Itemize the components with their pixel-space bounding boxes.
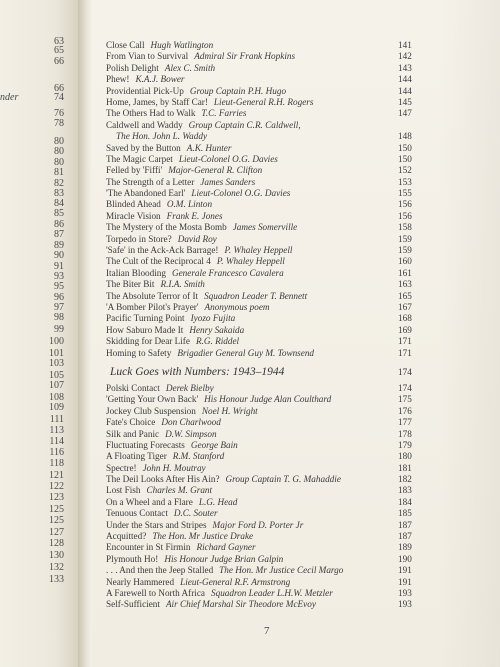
- entry-page: 142: [398, 51, 412, 62]
- toc-entry: [106, 188, 424, 199]
- entry-author: Don Charlwood: [161, 417, 221, 428]
- entry-title: 'Safe' in the Ack-Ack Barrage!: [106, 245, 219, 256]
- left-page-number: 78: [54, 118, 64, 129]
- entry-page: 160: [398, 256, 412, 267]
- toc-entry: [106, 245, 424, 256]
- toc-entry: [106, 256, 424, 267]
- entry-author: Noel H. Wright: [201, 405, 258, 416]
- left-page-number: 105: [49, 370, 64, 381]
- entry-author: Group Captain T. G. Mahaddie: [225, 474, 341, 485]
- left-page-number: 87: [54, 229, 64, 240]
- entry-title: Providential Pick-Up: [106, 85, 184, 96]
- toc-entry: [106, 154, 424, 165]
- left-page-number: 122: [49, 481, 64, 492]
- toc-entry: [106, 302, 424, 313]
- toc-entry: [106, 485, 424, 496]
- entry-page: 159: [398, 245, 412, 256]
- left-page-number: 83: [54, 188, 64, 199]
- entry-title: Saved by the Button: [106, 142, 181, 153]
- toc-entry: [106, 588, 424, 599]
- entry-author: Lieut-General R.F. Armstrong: [180, 576, 291, 587]
- entry-page: 144: [398, 74, 412, 85]
- entry-title: Phew!: [106, 74, 130, 85]
- entry-author: D.W. Simpson: [165, 428, 217, 439]
- left-page-number: 107: [49, 380, 64, 391]
- entry-author: Alex C. Smith: [164, 62, 216, 73]
- entry-author: Generale Francesco Cavalera: [171, 267, 284, 278]
- left-page-number: 95: [54, 281, 64, 292]
- entry-page: 156: [398, 199, 412, 210]
- toc-entry: [106, 520, 424, 531]
- entry-author: His Honour Judge Alan Coulthard: [204, 394, 332, 405]
- entry-page: 176: [398, 405, 412, 416]
- entry-page: 187: [398, 519, 412, 530]
- entry-title: The Biter Bit: [106, 279, 155, 290]
- entry-title: From Vian to Survival: [106, 51, 189, 62]
- left-page-number: 97: [54, 302, 64, 313]
- toc-entry: [106, 268, 424, 279]
- entry-page: 165: [398, 290, 412, 301]
- toc-entry: [106, 599, 424, 610]
- toc-entry: [106, 508, 424, 519]
- left-page-number: 80: [54, 146, 64, 157]
- entry-author: Lieut-General R.H. Rogers: [213, 96, 314, 107]
- entry-title: . . . And then the Jeep Stalled: [106, 565, 214, 576]
- left-page-number: 116: [49, 447, 64, 458]
- toc-entry: [106, 120, 424, 131]
- entry-author: Major Ford D. Porter Jr: [212, 519, 304, 530]
- left-page-fragment: nder: [0, 92, 19, 103]
- toc-entry: [106, 463, 424, 474]
- entry-page: 158: [398, 222, 412, 233]
- left-page-number: 98: [54, 312, 64, 323]
- section-heading: [106, 361, 424, 383]
- left-page-number: 114: [49, 436, 64, 447]
- left-page-number: 101: [49, 348, 64, 359]
- toc-entry: [106, 177, 424, 188]
- right-page: [92, 0, 500, 667]
- entry-author: T.C. Farries: [201, 108, 247, 119]
- toc-entry: [106, 51, 424, 62]
- entry-author: The Hon. Mr Justice Cecil Margo: [219, 565, 344, 576]
- entry-title: The Strength of a Letter: [106, 176, 195, 187]
- toc-entry: [106, 531, 424, 542]
- left-page-number: 89: [54, 240, 64, 251]
- entry-title: Tenuous Contact: [106, 508, 168, 519]
- entry-author: Brigadier General Guy M. Townsend: [177, 347, 315, 358]
- entry-page: 175: [398, 394, 412, 405]
- table-of-contents: [106, 40, 424, 611]
- entry-author: Derek Bielby: [165, 382, 214, 393]
- entry-page: 168: [398, 313, 412, 324]
- toc-entry: [106, 63, 424, 74]
- entry-author: Major-General R. Clifton: [168, 165, 263, 176]
- entry-author: Hugh Watlington: [150, 40, 214, 50]
- entry-page: 145: [398, 96, 412, 107]
- entries-group-before: [106, 40, 424, 359]
- entry-title: A Floating Tiger: [106, 451, 167, 462]
- left-page-number: 80: [54, 157, 64, 168]
- toc-entry: [106, 165, 424, 176]
- entry-title: Encounter in St Firmin: [106, 542, 191, 553]
- entry-author: Lieut-Colonel O.G. Davies: [178, 153, 278, 164]
- entry-page: 171: [398, 347, 412, 358]
- entry-title: The Mystery of the Mosta Bomb: [106, 222, 227, 233]
- left-page-number: 132: [49, 562, 64, 573]
- left-page-number: 76: [54, 108, 64, 119]
- entry-title: Felled by 'Fiffi': [106, 165, 163, 176]
- toc-entry: [106, 222, 424, 233]
- left-page-number: 93: [54, 271, 64, 282]
- entry-page: 171: [398, 336, 412, 347]
- entry-author: Frank E. Jones: [166, 210, 223, 221]
- entry-author: R.G. Riddel: [195, 336, 240, 347]
- left-page-number: 133: [49, 574, 64, 585]
- entry-page: 177: [398, 417, 412, 428]
- page-folio: 7: [264, 625, 270, 637]
- entry-title: Self-Sufficient: [106, 599, 160, 610]
- toc-entry: [106, 577, 424, 588]
- entry-author: Richard Gayner: [196, 542, 256, 553]
- toc-entry: [106, 74, 424, 85]
- left-page-number: 99: [54, 324, 64, 335]
- toc-entry: [106, 406, 424, 417]
- left-page-number: 65: [54, 45, 64, 56]
- entry-author: Squadron Leader T. Bennett: [204, 290, 308, 301]
- entry-title: Fate's Choice: [106, 417, 156, 428]
- entry-author: Iyozo Fujita: [190, 313, 236, 324]
- entry-page: 150: [398, 142, 412, 153]
- toc-entry: [106, 291, 424, 302]
- toc-entry: [106, 417, 424, 428]
- left-page-number: 82: [54, 178, 64, 189]
- entry-page: 193: [398, 599, 412, 610]
- entry-title: Skidding for Dear Life: [106, 336, 190, 347]
- entry-page: 163: [398, 279, 412, 290]
- entry-title: 'Getting Your Own Back': [106, 394, 199, 405]
- entry-page: 141: [398, 40, 412, 50]
- entry-page: 152: [398, 165, 412, 176]
- entries-group-after: [106, 383, 424, 611]
- entry-title: The Deil Looks After His Ain?: [106, 474, 220, 485]
- toc-entry: [106, 542, 424, 553]
- entry-page: 155: [398, 188, 412, 199]
- toc-entry: [106, 497, 424, 508]
- left-page-number: 103: [49, 358, 64, 369]
- entry-title: How Saburo Made It: [106, 324, 184, 335]
- toc-entry: [106, 279, 424, 290]
- entry-title: Blinded Ahead: [106, 199, 161, 210]
- entry-author: K.A.J. Bower: [135, 74, 185, 85]
- entry-author: P. Whaley Heppell: [224, 245, 293, 256]
- left-page-number: 125: [49, 515, 64, 526]
- entry-page: 184: [398, 496, 412, 507]
- toc-entry: [106, 348, 424, 359]
- entry-title: Homing to Safety: [106, 347, 172, 358]
- entry-author: John H. Moutray: [142, 462, 206, 473]
- entry-title: 'The Abandoned Earl': [106, 188, 186, 199]
- entry-author: Air Chief Marshal Sir Theodore McEvoy: [165, 599, 316, 610]
- left-page-number: 84: [54, 198, 64, 209]
- entry-page: 181: [398, 462, 412, 473]
- entry-title: Caldwell and Waddy: [106, 119, 183, 130]
- entry-title: Nearly Hammered: [106, 576, 175, 587]
- left-page-number: 66: [54, 83, 64, 94]
- entry-title: Acquitted?: [106, 531, 147, 542]
- entry-author: Anonymous poem: [204, 301, 270, 312]
- entry-title: 'A Bomber Pilot's Prayer': [106, 301, 199, 312]
- entry-page: 190: [398, 553, 412, 564]
- toc-entry: [106, 383, 424, 394]
- entry-author: Lieut-Colonel O.G. Davies: [191, 188, 291, 199]
- entry-author: P. Whaley Heppell: [216, 256, 285, 267]
- entry-page: 189: [398, 542, 412, 553]
- entry-title: Home, James, by Staff Car!: [106, 96, 208, 107]
- toc-entry: [106, 440, 424, 451]
- section-page: 174: [398, 366, 412, 377]
- entry-page: 183: [398, 485, 412, 496]
- left-page-number: 100: [49, 336, 64, 347]
- left-page-number: 113: [49, 425, 64, 436]
- entry-title: The Others Had to Walk: [106, 108, 196, 119]
- left-page-number: 118: [49, 458, 64, 469]
- left-page-number: 111: [49, 414, 64, 425]
- toc-entry: [106, 131, 424, 142]
- toc-entry: [106, 234, 424, 245]
- left-page-number: 85: [54, 208, 64, 219]
- left-page-number: 80: [54, 136, 64, 147]
- toc-entry: [106, 313, 424, 324]
- entry-page: 187: [398, 531, 412, 542]
- toc-entry: [106, 336, 424, 347]
- entry-title: A Farewell to North Africa: [106, 587, 205, 598]
- book-gutter: [78, 0, 92, 667]
- entry-title: Italian Blooding: [106, 267, 166, 278]
- entry-title: Miracle Vision: [106, 210, 161, 221]
- entry-author: Group Captain P.H. Hugo: [189, 85, 287, 96]
- entry-page: 193: [398, 587, 412, 598]
- entry-page: 147: [398, 108, 412, 119]
- entry-page: 161: [398, 267, 412, 278]
- entry-page: 144: [398, 85, 412, 96]
- toc-entry: [106, 429, 424, 440]
- entry-title: Pacific Turning Point: [106, 313, 185, 324]
- entry-page: 185: [398, 508, 412, 519]
- entry-title: Spectre!: [106, 462, 137, 473]
- entry-title: The Absolute Terror of It: [106, 290, 199, 301]
- entry-title: Torpedo in Store?: [106, 233, 172, 244]
- entry-title: Polski Contact: [106, 382, 160, 393]
- entry-page: 167: [398, 301, 412, 312]
- left-page-number: 108: [49, 392, 64, 403]
- entry-title: Jockey Club Suspension: [106, 405, 196, 416]
- page-shadow: [440, 0, 500, 667]
- entry-title: Close Call: [106, 40, 145, 50]
- entry-page: 182: [398, 474, 412, 485]
- entry-page: 179: [398, 439, 412, 450]
- left-page-number: 66: [54, 56, 64, 67]
- entry-author: D.C. Souter: [173, 508, 218, 519]
- toc-entry: [106, 97, 424, 108]
- entry-author: A.K. Hunter: [186, 142, 232, 153]
- entry-title: Lost Fish: [106, 485, 141, 496]
- entry-author: James Sanders: [200, 176, 256, 187]
- entry-page: 156: [398, 210, 412, 221]
- entry-page: 191: [398, 565, 412, 576]
- left-page-number: 130: [49, 550, 64, 561]
- entry-author: Group Captain C.R. Caldwell,: [188, 119, 301, 130]
- left-page-number: 121: [49, 470, 64, 481]
- left-page-number: 63: [54, 36, 64, 47]
- toc-entry: [106, 394, 424, 405]
- entry-author: Charles M. Grant: [146, 485, 213, 496]
- toc-entry: [106, 565, 424, 576]
- left-page-number: 91: [54, 261, 64, 272]
- entry-author: Squadron Leader L.H.W. Metzler: [211, 587, 333, 598]
- entry-author: Henry Sakaida: [189, 324, 245, 335]
- toc-entry: [106, 474, 424, 485]
- entry-page: 143: [398, 62, 412, 73]
- toc-entry: [106, 86, 424, 97]
- entry-title: On a Wheel and a Flare: [106, 496, 193, 507]
- entry-author: R.M. Stanford: [172, 451, 225, 462]
- entry-author: The Hon. John L. Waddy: [116, 131, 208, 142]
- left-page-number: 109: [49, 402, 64, 413]
- entry-title: Under the Stars and Stripes: [106, 519, 207, 530]
- entry-page: 169: [398, 324, 412, 335]
- left-page-number: 81: [54, 167, 64, 178]
- toc-entry: [106, 211, 424, 222]
- left-page-number: 74: [54, 92, 64, 103]
- entry-page: 150: [398, 153, 412, 164]
- toc-entry: [106, 40, 424, 51]
- left-page-number: 86: [54, 219, 64, 230]
- entry-title: Polish Delight: [106, 62, 159, 73]
- left-page-number: 125: [49, 504, 64, 515]
- entry-author: James Somerville: [232, 222, 298, 233]
- left-page-number: 96: [54, 292, 64, 303]
- entry-title: The Cult of the Reciprocal 4: [106, 256, 211, 267]
- entry-author: George Bain: [190, 439, 238, 450]
- left-page-number: 90: [54, 250, 64, 261]
- entry-author: Admiral Sir Frank Hopkins: [194, 51, 296, 62]
- entry-page: 191: [398, 576, 412, 587]
- left-page-number: 128: [49, 538, 64, 549]
- entry-author: O.M. Linton: [166, 199, 213, 210]
- entry-page: 148: [398, 131, 412, 142]
- entry-title: The Magic Carpet: [106, 153, 173, 164]
- toc-entry: [106, 108, 424, 119]
- entry-author: R.I.A. Smith: [160, 279, 205, 290]
- entry-title: Silk and Panic: [106, 428, 160, 439]
- entry-page: 178: [398, 428, 412, 439]
- entry-author: L.G. Head: [198, 496, 238, 507]
- toc-entry: [106, 554, 424, 565]
- entry-page: 153: [398, 176, 412, 187]
- toc-entry: [106, 143, 424, 154]
- entry-author: David Roy: [177, 233, 217, 244]
- section-title: Luck Goes with Numbers: 1943–1944: [110, 365, 285, 378]
- left-page-number: 123: [49, 492, 64, 503]
- entry-author: His Honour Judge Brian Galpin: [164, 553, 284, 564]
- left-page-number: 127: [49, 527, 64, 538]
- entry-page: 174: [398, 382, 412, 393]
- left-page: [0, 0, 78, 667]
- entry-title: Fluctuating Forecasts: [106, 439, 185, 450]
- toc-entry: [106, 325, 424, 336]
- toc-entry: [106, 451, 424, 462]
- toc-entry: [106, 199, 424, 210]
- entry-page: 180: [398, 451, 412, 462]
- entry-page: 159: [398, 233, 412, 244]
- entry-author: The Hon. Mr Justice Drake: [152, 531, 254, 542]
- entry-title: Plymouth Ho!: [106, 553, 159, 564]
